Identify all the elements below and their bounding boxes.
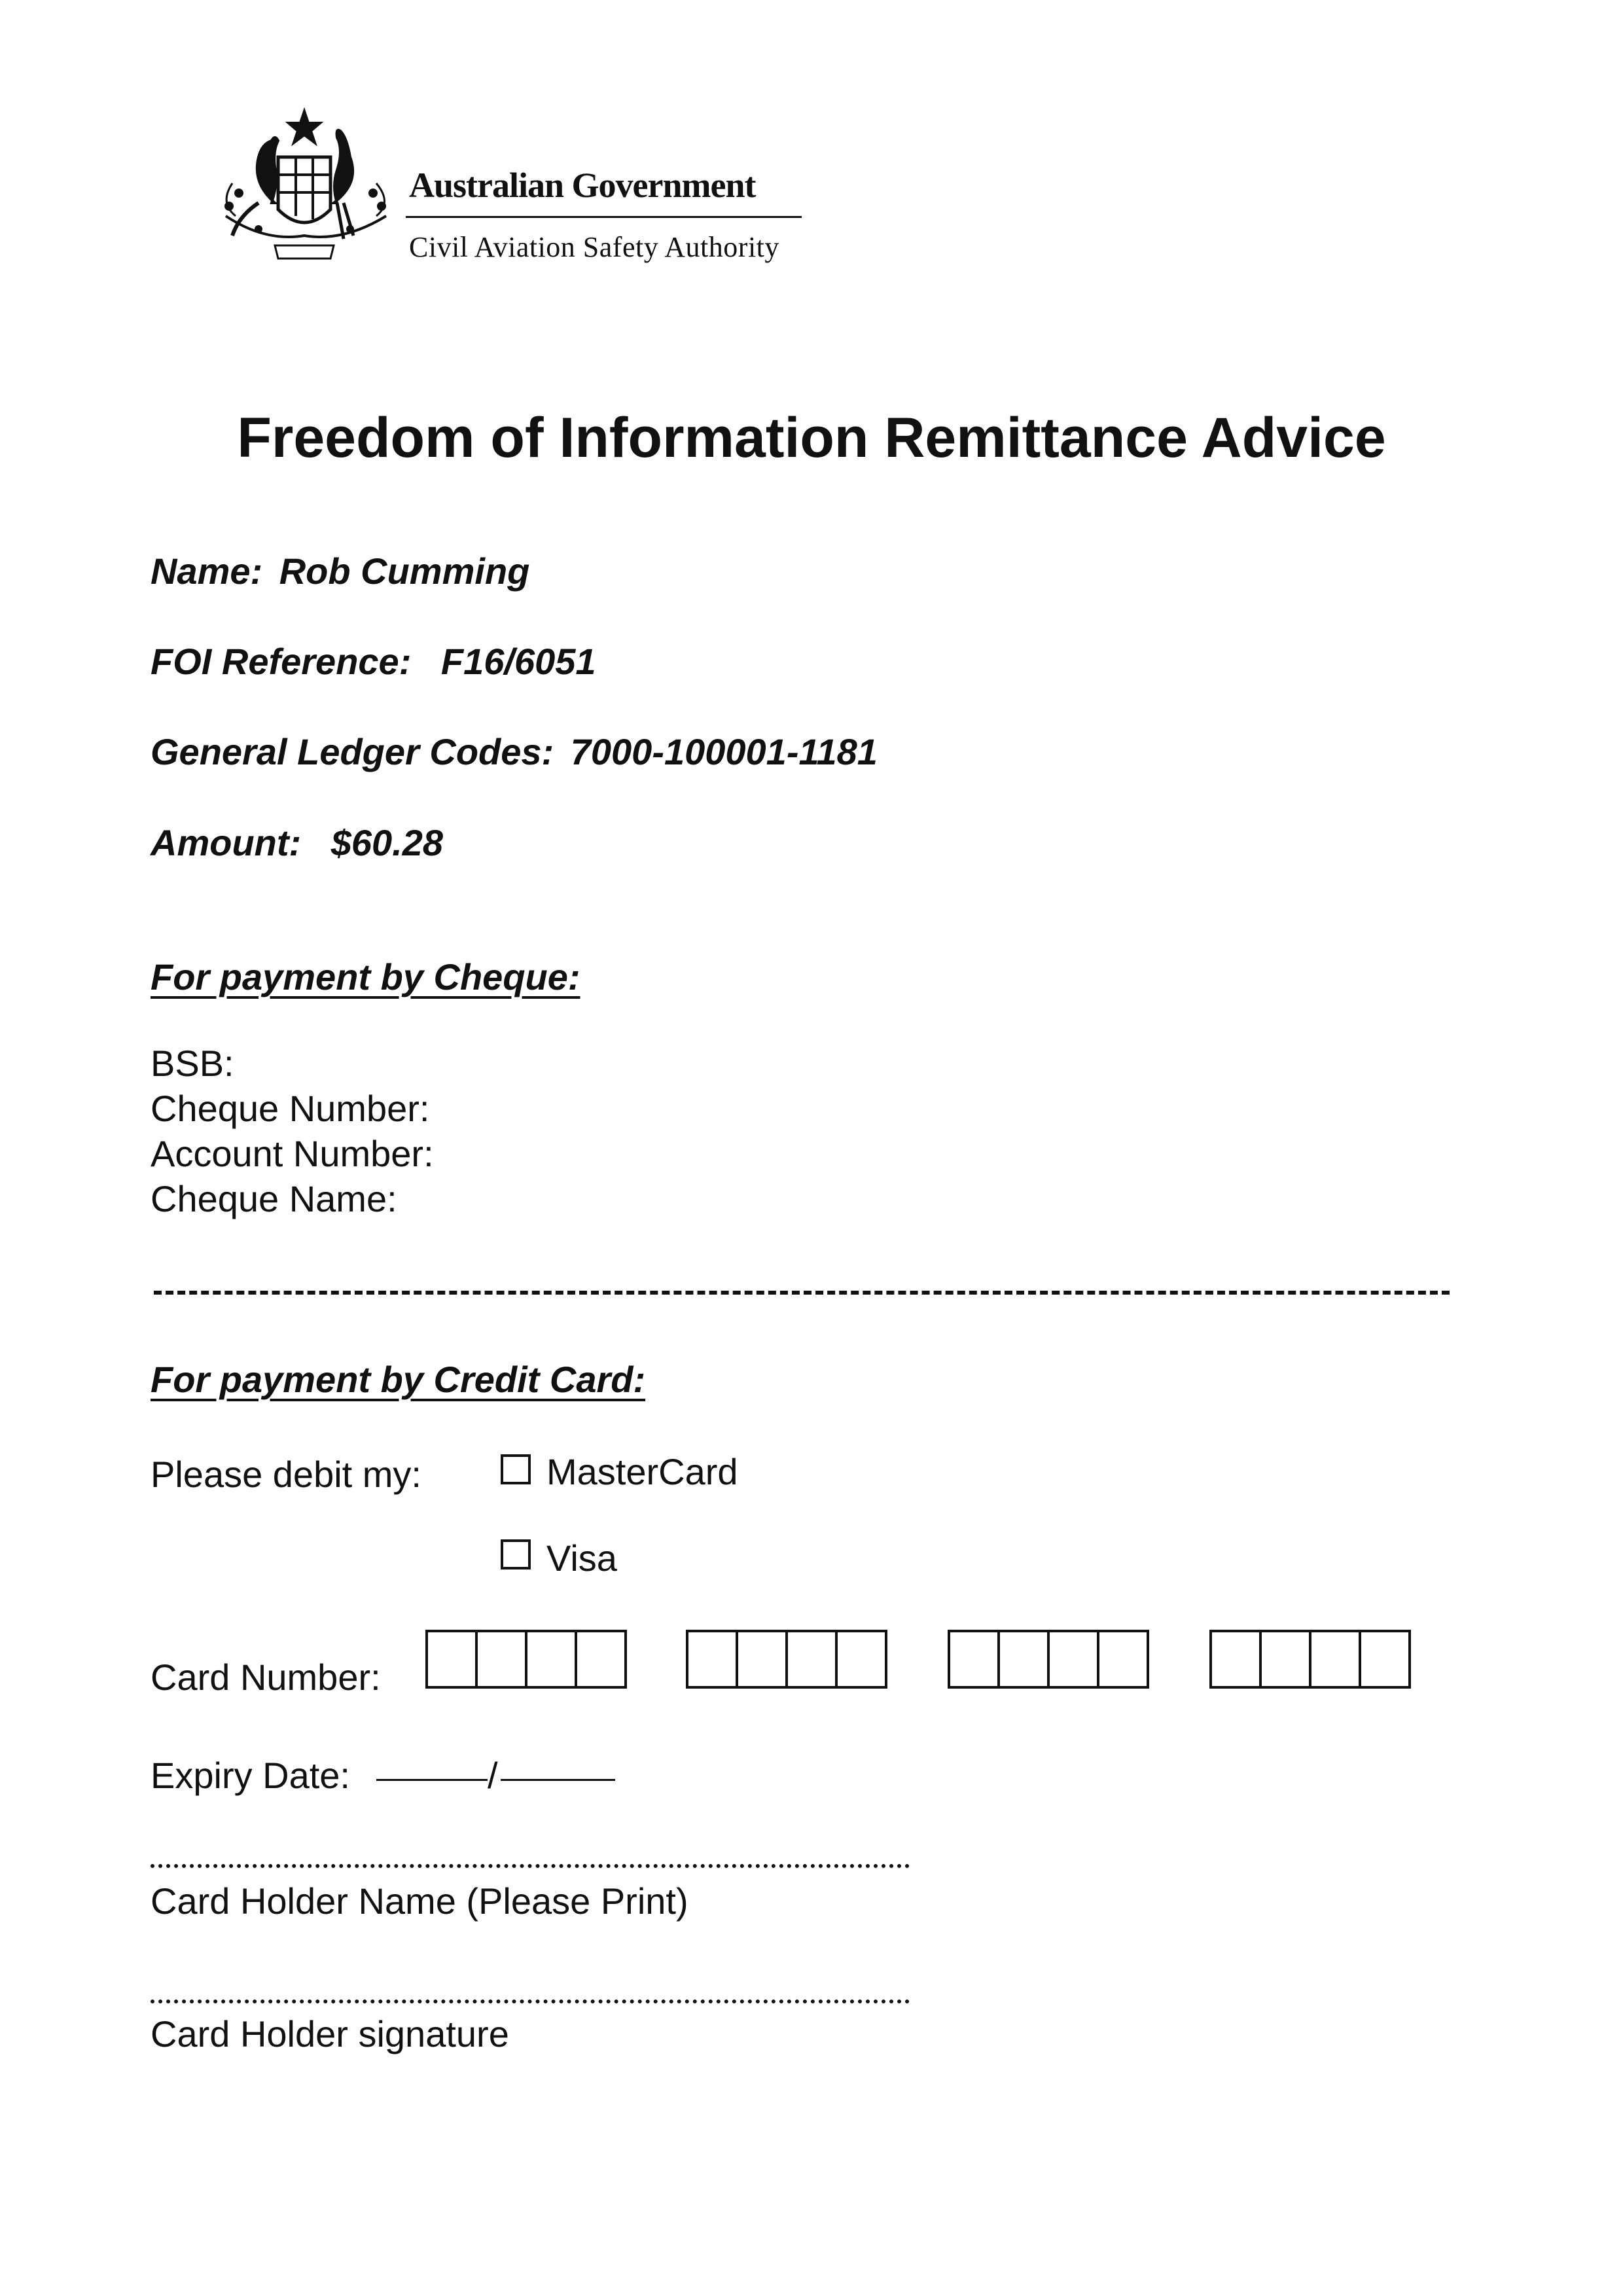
amount-label: Amount: <box>151 822 302 863</box>
card-number-label: Card Number: <box>151 1657 381 1698</box>
card-digit-box[interactable] <box>1359 1630 1411 1689</box>
card-digit-box[interactable] <box>1097 1630 1149 1689</box>
page-title: Freedom of Information Remittance Advice <box>237 406 1386 469</box>
card-number-group-4[interactable] <box>1209 1630 1411 1689</box>
card-digit-box[interactable] <box>1047 1630 1099 1689</box>
card-digit-box[interactable] <box>736 1630 788 1689</box>
ledger-codes-label: General Ledger Codes: <box>151 731 554 772</box>
foi-reference-value: F16/6051 <box>440 641 596 682</box>
visa-checkbox[interactable] <box>501 1539 531 1570</box>
expiry-date-label: Expiry Date: <box>151 1755 350 1796</box>
coat-of-arms-icon <box>213 105 399 275</box>
expiry-month-field[interactable] <box>376 1779 488 1781</box>
amount-value: $60.28 <box>330 822 443 863</box>
cheque-section-heading: For payment by Cheque: <box>151 956 580 997</box>
card-digit-box[interactable] <box>835 1630 887 1689</box>
name-label: Name: <box>151 550 263 592</box>
mastercard-label: MasterCard <box>546 1451 738 1492</box>
card-digit-box[interactable] <box>425 1630 478 1689</box>
account-number-label: Account Number: <box>151 1133 434 1174</box>
agency-name: Civil Aviation Safety Authority <box>409 231 779 263</box>
mastercard-checkbox[interactable] <box>501 1454 531 1484</box>
card-holder-signature-field[interactable] <box>151 2000 910 2003</box>
government-name: Australian Government <box>409 166 756 205</box>
card-digit-box[interactable] <box>1209 1630 1262 1689</box>
card-digit-box[interactable] <box>686 1630 738 1689</box>
card-holder-name-label: Card Holder Name (Please Print) <box>151 1880 688 1922</box>
card-digit-box[interactable] <box>997 1630 1050 1689</box>
credit-card-section-heading: For payment by Credit Card: <box>151 1359 646 1400</box>
card-digit-box[interactable] <box>575 1630 627 1689</box>
ledger-codes-row <box>151 730 878 773</box>
ledger-codes-value: 7000-100001-1181 <box>570 731 878 772</box>
debit-label: Please debit my: <box>151 1454 421 1495</box>
cheque-number-label: Cheque Number: <box>151 1088 430 1129</box>
card-digit-box[interactable] <box>1309 1630 1361 1689</box>
card-digit-box[interactable] <box>525 1630 577 1689</box>
card-holder-name-field[interactable] <box>151 1864 910 1868</box>
card-number-group-2[interactable] <box>686 1630 887 1689</box>
visa-label: Visa <box>546 1537 617 1579</box>
section-divider <box>154 1291 1450 1295</box>
amount-row <box>151 821 443 864</box>
cheque-fields <box>151 1041 434 1221</box>
card-digit-box[interactable] <box>948 1630 1000 1689</box>
card-number-group-1[interactable] <box>425 1630 627 1689</box>
name-value: Rob Cumming <box>279 550 530 592</box>
name-row <box>151 550 529 592</box>
foi-reference-row <box>151 640 596 683</box>
expiry-separator: / <box>488 1755 498 1796</box>
card-digit-box[interactable] <box>1259 1630 1311 1689</box>
bsb-label: BSB: <box>151 1043 234 1084</box>
expiry-year-field[interactable] <box>501 1779 615 1781</box>
card-digit-box[interactable] <box>785 1630 838 1689</box>
cheque-name-label: Cheque Name: <box>151 1178 397 1219</box>
card-digit-box[interactable] <box>475 1630 527 1689</box>
card-holder-signature-label: Card Holder signature <box>151 2013 509 2054</box>
foi-reference-label: FOI Reference: <box>151 641 412 682</box>
letterhead-divider <box>406 216 802 218</box>
card-number-group-3[interactable] <box>948 1630 1149 1689</box>
